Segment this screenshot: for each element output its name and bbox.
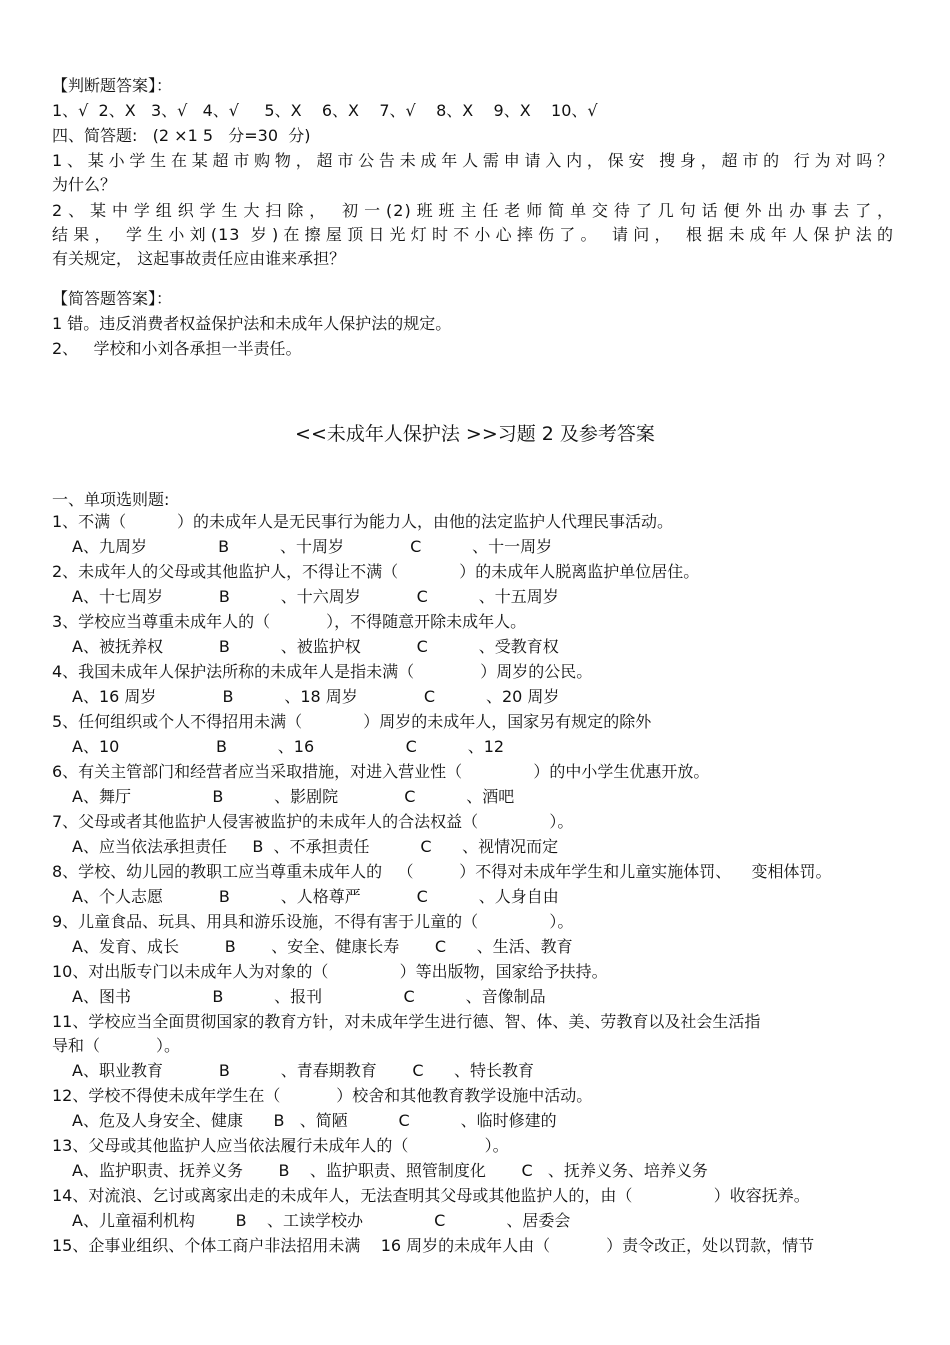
judge-answers-header: 【判断题答案】： (52, 76, 173, 95)
question-15: 15、企事业组织、个体工商户非法招用未满 16 周岁的未成年人由（ ）责令改正，处以罚款，情节 (52, 1236, 815, 1255)
question-14-options: A、儿童福利机构 B 、工读学校办 C 、居委会 (72, 1211, 571, 1230)
question-8: 8、学校、幼儿园的教职工应当尊重未成年人的 （ ）不得对未成年学生和儿童实施体罚、 变相体罚。 (52, 862, 832, 881)
question-1-options: A、九周岁 B 、十周岁 C 、十一周岁 (72, 537, 553, 556)
question-6-options: A、舞厅 B 、影剧院 C 、酒吧 (72, 787, 515, 806)
short-question-2-line-3: 有关规定， 这起事故责任应由谁来承担？ (52, 249, 346, 268)
judge-answers-line: 1、√ 2、X 3、√ 4、√ 5、X 6、X 7、√ 8、X 9、X 10、√ (52, 101, 598, 120)
question-12: 12、学校不得使未成年学生在（ ）校舍和其他教育教学设施中活动。 (52, 1086, 593, 1105)
question-5: 5、任何组织或个人不得招用未满（ ）周岁的未成年人，国家另有规定的除外 (52, 712, 652, 731)
short-question-1-line-2: 为什么？ (52, 175, 117, 194)
question-7-options: A、应当依法承担责任 B 、不承担责任 C 、视情况而定 (72, 837, 559, 856)
question-14: 14、对流浪、乞讨或离家出走的未成年人，无法查明其父母或其他监护人的，由（ ）收容抚养。 (52, 1186, 810, 1205)
short-question-2-line-2: 结果， 学生小刘(13 岁)在擦屋顶日光灯时不小心摔伤了。 请问， 根据未成年人保护法的 (52, 225, 894, 244)
question-13: 13、父母或其他监护人应当依法履行未成年人的（ ）。 (52, 1136, 509, 1155)
question-3-options: A、被抚养权 B 、被监护权 C 、受教育权 (72, 637, 559, 656)
question-7: 7、父母或者其他监护人侵害被监护的未成年人的合法权益（ ）。 (52, 812, 574, 831)
question-1: 1、不满（ ）的未成年人是无民事行为能力人，由他的法定监护人代理民事活动。 (52, 512, 674, 531)
question-11-line-2: 导和（ ）。 (52, 1036, 180, 1055)
question-13-options: A、监护职责、抚养义务 B 、监护职责、照管制度化 C 、抚养义务、培养义务 (72, 1161, 708, 1180)
question-4-options: A、16 周岁 B 、18 周岁 C 、20 周岁 (72, 687, 560, 706)
question-5-options: A、10 B 、16 C 、12 (72, 737, 505, 756)
question-2: 2、未成年人的父母或其他监护人，不得让不满（ ）的未成年人脱离监护单位居住。 (52, 562, 700, 581)
question-6: 6、有关主管部门和经营者应当采取措施，对进入营业性（ ）的中小学生优惠开放。 (52, 762, 710, 781)
question-9-options: A、发育、成长 B 、安全、健康长寿 C 、生活、教育 (72, 937, 573, 956)
question-10: 10、对出版专门以未成年人为对象的（ ）等出版物，国家给予扶持。 (52, 962, 608, 981)
question-10-options: A、图书 B 、报刊 C 、音像制品 (72, 987, 546, 1006)
question-12-options: A、危及人身安全、健康 B 、简陋 C 、临时修建的 (72, 1111, 557, 1130)
question-11-line-1: 11、学校应当全面贯彻国家的教育方针，对未成年学生进行德、智、体、美、劳教育以及社会生活指 (52, 1012, 761, 1031)
question-8-options: A、个人志愿 B 、人格尊严 C 、人身自由 (72, 887, 559, 906)
question-3: 3、学校应当尊重未成年人的（ ），不得随意开除未成年人。 (52, 612, 527, 631)
short-question-1-line-1: 1、某小学生在某超市购物，超市公告未成年人需申请入内，保安 搜身，超市的 行为对吗？ (52, 151, 894, 170)
question-2-options: A、十七周岁 B 、十六周岁 C 、十五周岁 (72, 587, 559, 606)
short-questions-header: 四、简答题: (2 ×1 5 分=30 分) (52, 126, 311, 145)
question-11-options: A、职业教育 B 、青春期教育 C 、特长教育 (72, 1061, 535, 1080)
short-answers-header: 【简答题答案】： (52, 289, 173, 308)
question-4: 4、我国未成年人保护法所称的未成年人是指未满（ ）周岁的公民。 (52, 662, 593, 681)
short-question-2-line-1: 2、某中学组织学生大扫除， 初一(2)班班主任老师简单交待了几句话便外出办事去了， (52, 201, 894, 220)
short-answer-1: 1 错。违反消费者权益保护法和未成年人保护法的规定。 (52, 314, 452, 333)
section-title: <<未成年人保护法 >>习题 2 及参考答案 (295, 423, 655, 445)
question-9: 9、儿童食品、玩具、用具和游乐设施，不得有害于儿童的（ ）。 (52, 912, 574, 931)
single-choice-header: 一、单项选则题: (52, 490, 170, 509)
short-answer-2: 2、 学校和小刘各承担一半责任。 (52, 339, 302, 358)
